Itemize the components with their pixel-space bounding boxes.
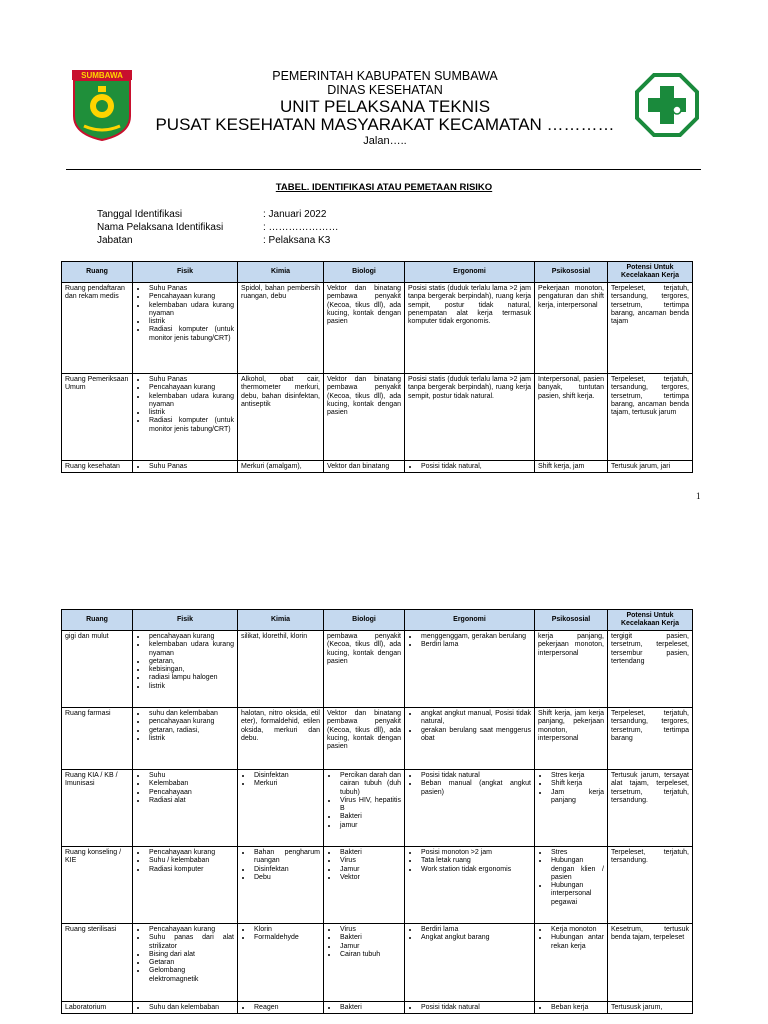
list-item: • Radiasi komputer (untuk monitor jenis tabung/CRT) bbox=[147, 326, 234, 343]
list-item: • pencahayaan kurang bbox=[147, 633, 234, 641]
address: Jalan….. bbox=[363, 134, 407, 147]
list-item: • Posisi monoton >2 jam bbox=[419, 849, 531, 857]
government-name: PEMERINTAH KABUPATEN SUMBAWA bbox=[272, 69, 498, 83]
cell-biologi: Vektor dan binatang pembawa penyakit (Kecoa, tikus dll), ada kucing, kontak dengan pasien bbox=[324, 708, 405, 770]
cell-potensi: Tertusuk jarum, tersayat alat tajam, terpeleset, tersetrum, terjatuh, tersandung. bbox=[608, 770, 693, 847]
cell-biologi: Vektor dan binatang bbox=[324, 461, 405, 473]
list-item: • kebisingan, bbox=[147, 666, 234, 674]
cell-biologi bbox=[324, 847, 405, 924]
list-item: • Beban kerja bbox=[549, 1004, 604, 1012]
cell-kimia bbox=[238, 770, 324, 847]
letterhead-divider bbox=[66, 169, 701, 170]
list-item: • Klorin bbox=[252, 926, 320, 934]
cell-potensi: Tertususk jarum, bbox=[608, 1002, 693, 1014]
col-header-ruang: Ruang bbox=[62, 610, 133, 631]
list-item: • Pencahayaan kurang bbox=[147, 384, 234, 392]
list-item: • Pencahayaan bbox=[147, 789, 234, 797]
list-item: • Radiasi komputer (untuk monitor jenis tabung/CRT) bbox=[147, 417, 234, 434]
table-row bbox=[62, 924, 693, 1002]
cell-psikososial bbox=[535, 770, 608, 847]
cell-psikososial bbox=[535, 1002, 608, 1014]
list-item: • Suhu bbox=[147, 772, 234, 780]
list-item: • Bakteri bbox=[338, 813, 401, 821]
list-item: • Radiasi komputer bbox=[147, 866, 234, 874]
list-item: • Bakteri bbox=[338, 1004, 401, 1012]
col-header-biologi: Biologi bbox=[324, 262, 405, 283]
list-item: • Gelombang elektromagnetik bbox=[147, 967, 234, 984]
list-item: • Shift kerja bbox=[549, 780, 604, 788]
cell-ruang: Ruang farmasi bbox=[62, 708, 133, 770]
cell-fisik bbox=[133, 631, 238, 708]
cell-kimia: halotan, nitro oksida, etil eter), formaldehid, etilen oksida, merkuri dan debu. bbox=[238, 708, 324, 770]
list-item: • jamur bbox=[338, 822, 401, 830]
list-item: • Berdiri lama bbox=[419, 926, 531, 934]
col-header-ruang: Ruang bbox=[62, 262, 133, 283]
list-item: • Stres bbox=[549, 849, 604, 857]
cell-kimia: Spidol, bahan pembersih ruangan, debu bbox=[238, 283, 324, 374]
meta-label: Tanggal Identifikasi bbox=[97, 209, 183, 220]
puskesmas-logo bbox=[634, 72, 700, 138]
table-row bbox=[62, 461, 693, 473]
cell-ruang: Ruang KIA / KB / Imunisasi bbox=[62, 770, 133, 847]
list-item: • Pencahayaan kurang bbox=[147, 926, 234, 934]
cell-kimia bbox=[238, 924, 324, 1002]
cell-potensi: Terpeleset, terjatuh, tersandung, tergores, tersetrum, tertimpa barang, ancaman benda tajam, tertusuk jarum bbox=[608, 374, 693, 461]
list-item: • Suhu Panas bbox=[147, 285, 234, 293]
cell-ergonomi bbox=[405, 461, 535, 473]
meta-value: : Pelaksana K3 bbox=[263, 235, 331, 246]
cell-ergonomi bbox=[405, 1002, 535, 1014]
cell-potensi: Tertusuk jarum, jari bbox=[608, 461, 693, 473]
cell-ergonomi bbox=[405, 770, 535, 847]
cell-fisik bbox=[133, 283, 238, 374]
page-2 bbox=[0, 560, 768, 1024]
table-row bbox=[62, 631, 693, 708]
list-item: • angkat angkut manual, Posisi tidak natural, bbox=[419, 710, 531, 727]
list-item: • Posisi tidak natural bbox=[419, 1004, 531, 1012]
list-item: • Work station tidak ergonomis bbox=[419, 866, 531, 874]
list-item: • Posisi tidak natural bbox=[419, 772, 531, 780]
col-header-kimia: Kimia bbox=[238, 262, 324, 283]
cell-psikososial: Interpersonal, pasien banyak, tuntutan pasien, shift kerja. bbox=[535, 374, 608, 461]
list-item: • listrik bbox=[147, 318, 234, 326]
list-item: • Radiasi alat bbox=[147, 797, 234, 805]
risk-table-page-1 bbox=[61, 261, 693, 473]
list-item: • Jamur bbox=[338, 866, 401, 874]
cell-ergonomi bbox=[405, 631, 535, 708]
list-item: • Formaldehyde bbox=[252, 934, 320, 942]
col-header-psikososial: Psikososial bbox=[535, 262, 608, 283]
list-item: • Bakteri bbox=[338, 849, 401, 857]
col-header-fisik: Fisik bbox=[133, 610, 238, 631]
list-item: • Kelembaban bbox=[147, 780, 234, 788]
cell-biologi: Vektor dan binatang pembawa penyakit (Kecoa, tikus dll), ada kucing, kontak dengan pasien bbox=[324, 283, 405, 374]
cell-ruang: Ruang kesehatan bbox=[62, 461, 133, 473]
cell-potensi: tergigit pasien, tersetrum, terpeleset, tersembur pasien, tertendang bbox=[608, 631, 693, 708]
list-item: • listrik bbox=[147, 409, 234, 417]
list-item: • Suhu dan kelembaban bbox=[147, 1004, 234, 1012]
cell-ruang: Ruang konseling / KIE bbox=[62, 847, 133, 924]
cell-kimia: Merkuri (amalgam), bbox=[238, 461, 324, 473]
agency-name: DINAS KESEHATAN bbox=[327, 82, 443, 97]
cell-ergonomi: Posisi statis (duduk terlalu lama >2 jam tanpa bergerak berpindah), ruang kerja sempit, postur tidak natural. bbox=[405, 374, 535, 461]
list-item: • getaran, bbox=[147, 658, 234, 666]
cell-ergonomi bbox=[405, 708, 535, 770]
list-item: • Getaran bbox=[147, 959, 234, 967]
col-header-potensi: Potensi Untuk Kecelakaan Kerja bbox=[608, 610, 693, 631]
logo-text: SUMBAWA bbox=[81, 71, 123, 80]
meta-row bbox=[97, 221, 339, 234]
cell-potensi: Kesetrum, tertusuk benda tajam, terpeleset bbox=[608, 924, 693, 1002]
list-item: • radiasi lampu halogen bbox=[147, 674, 234, 682]
list-item: • Stres kerja bbox=[549, 772, 604, 780]
cell-ergonomi bbox=[405, 924, 535, 1002]
list-item: • Suhu Panas bbox=[147, 463, 234, 471]
cell-fisik bbox=[133, 924, 238, 1002]
table-row bbox=[62, 1002, 693, 1014]
list-item: • Posisi tidak natural, bbox=[419, 463, 531, 471]
list-item: • Disinfektan bbox=[252, 772, 320, 780]
list-item: • Disinfektan bbox=[252, 866, 320, 874]
table-row bbox=[62, 708, 693, 770]
table-row bbox=[62, 770, 693, 847]
col-header-potensi: Potensi Untuk Kecelakaan Kerja bbox=[608, 262, 693, 283]
unit-name: UNIT PELAKSANA TEKNIS bbox=[279, 96, 491, 116]
list-item: • pencahayaan kurang bbox=[147, 718, 234, 726]
list-item: • kelembaban udara kurang nyaman bbox=[147, 393, 234, 410]
list-item: • Reagen bbox=[252, 1004, 320, 1012]
list-item: • Angkat angkut barang bbox=[419, 934, 531, 942]
list-item: • Pencahayaan kurang bbox=[147, 849, 234, 857]
page-gap bbox=[0, 520, 768, 560]
col-header-ergonomi: Ergonomi bbox=[405, 610, 535, 631]
cell-psikososial: Pekerjaan monoton, pengaturan dan shift kerja, interpersonal bbox=[535, 283, 608, 374]
cell-ruang: Laboratorium bbox=[62, 1002, 133, 1014]
table-row bbox=[62, 374, 693, 461]
col-header-ergonomi: Ergonomi bbox=[405, 262, 535, 283]
list-item: • menggenggam, gerakan berulang bbox=[419, 633, 531, 641]
cell-psikososial bbox=[535, 847, 608, 924]
list-item: • Merkuri bbox=[252, 780, 320, 788]
list-item: • Virus HIV, hepatitis B bbox=[338, 797, 401, 814]
list-item: • Tata letak ruang bbox=[419, 857, 531, 865]
cell-fisik bbox=[133, 708, 238, 770]
list-item: • Vektor bbox=[338, 874, 401, 882]
list-item: • Debu bbox=[252, 874, 320, 882]
col-header-kimia: Kimia bbox=[238, 610, 324, 631]
cell-ergonomi bbox=[405, 847, 535, 924]
identification-meta bbox=[97, 208, 339, 247]
letterhead bbox=[150, 70, 620, 147]
list-item: • Kerja monoton bbox=[549, 926, 604, 934]
cell-ruang: Ruang sterilisasi bbox=[62, 924, 133, 1002]
list-item: • gerakan berulang saat menggerus obat bbox=[419, 727, 531, 744]
list-item: • Bahan pengharum ruangan bbox=[252, 849, 320, 866]
cell-fisik bbox=[133, 461, 238, 473]
list-item: • listrik bbox=[147, 735, 234, 743]
col-header-biologi: Biologi bbox=[324, 610, 405, 631]
cell-biologi: pembawa penyakit (Kecoa, tikus dll), ada kucing, kontak dengan pasien bbox=[324, 631, 405, 708]
cell-fisik bbox=[133, 847, 238, 924]
list-item: • Percikan darah dan cairan tubuh (duh tubuh) bbox=[338, 772, 401, 797]
list-item: • Hubungan dengan klien / pasien bbox=[549, 857, 604, 882]
table-header-row bbox=[62, 262, 693, 283]
meta-value: : Januari 2022 bbox=[263, 209, 327, 220]
list-item: • Cairan tubuh bbox=[338, 951, 401, 959]
cell-potensi: Terpeleset, terjatuh, tersandung. bbox=[608, 847, 693, 924]
meta-value: : ………………… bbox=[263, 222, 339, 233]
cell-ruang: Ruang pendaftaran dan rekam medis bbox=[62, 283, 133, 374]
cell-kimia: silikat, klorethil, klorin bbox=[238, 631, 324, 708]
cell-fisik bbox=[133, 374, 238, 461]
col-header-psikososial: Psikososial bbox=[535, 610, 608, 631]
cell-kimia: Alkohol, obat cair, thermometer merkuri, debu, bahan disinfektan, antiseptik bbox=[238, 374, 324, 461]
sumbawa-regency-logo bbox=[70, 68, 134, 142]
meta-label: Nama Pelaksana Identifikasi bbox=[97, 222, 224, 233]
table-row bbox=[62, 847, 693, 924]
list-item: • Suhu / kelembaban bbox=[147, 857, 234, 865]
cell-ergonomi: Posisi statis (duduk terlalu lama >2 jam tanpa bergerak berpindah), ruang kerja sempit, postur tidak natural, penempatan alat kerja termasuk komputer tidak ergonomis. bbox=[405, 283, 535, 374]
cell-psikososial: kerja panjang, pekerjaan monoton, interpersonal bbox=[535, 631, 608, 708]
table-row bbox=[62, 283, 693, 374]
risk-table-page-2 bbox=[61, 609, 693, 1014]
list-item: • Virus bbox=[338, 926, 401, 934]
document-title: TABEL. IDENTIFIKASI ATAU PEMETAAN RISIKO bbox=[275, 182, 493, 193]
meta-row bbox=[97, 234, 339, 247]
list-item: • Bakteri bbox=[338, 934, 401, 942]
list-item: • Jam kerja panjang bbox=[549, 789, 604, 806]
cell-potensi: Terpeleset, terjatuh, tersandung, tergores, tersetrum, tertimpa barang, ancaman benda tajam bbox=[608, 283, 693, 374]
list-item: • Beban manual (angkat angkut pasien) bbox=[419, 780, 531, 797]
list-item: • Jamur bbox=[338, 943, 401, 951]
puskesmas-name: PUSAT KESEHATAN MASYARAKAT KECAMATAN ………… bbox=[155, 115, 615, 135]
col-header-fisik: Fisik bbox=[133, 262, 238, 283]
cell-biologi: Vektor dan binatang pembawa penyakit (Kecoa, tikus dll), ada kucing, kontak dengan pasien bbox=[324, 374, 405, 461]
cell-psikososial: Shift kerja, jam kerja panjang, pekerjaan monoton, interpersonal bbox=[535, 708, 608, 770]
list-item: • listrik bbox=[147, 683, 234, 691]
list-item: • Bising dari alat bbox=[147, 951, 234, 959]
list-item: • kelembaban udara kurang nyaman bbox=[147, 302, 234, 319]
cell-psikososial bbox=[535, 924, 608, 1002]
list-item: • Pencahayaan kurang bbox=[147, 293, 234, 301]
list-item: • Hubungan antar rekan kerja bbox=[549, 934, 604, 951]
list-item: • getaran, radiasi, bbox=[147, 727, 234, 735]
cell-psikososial: Shift kerja, jam bbox=[535, 461, 608, 473]
cell-kimia bbox=[238, 1002, 324, 1014]
meta-label: Jabatan bbox=[97, 235, 133, 246]
list-item: • Suhu Panas bbox=[147, 376, 234, 384]
list-item: • Suhu panas dari alat strilizator bbox=[147, 934, 234, 951]
cell-kimia bbox=[238, 847, 324, 924]
list-item: • Virus bbox=[338, 857, 401, 865]
meta-row bbox=[97, 208, 339, 221]
list-item: • Hubungan interpersonal pegawai bbox=[549, 882, 604, 907]
cell-biologi bbox=[324, 770, 405, 847]
cell-fisik bbox=[133, 1002, 238, 1014]
cell-biologi bbox=[324, 1002, 405, 1014]
cell-potensi: Terpeleset, terjatuh, tersandung, tergores, tersetrum, tertimpa barang bbox=[608, 708, 693, 770]
cell-biologi bbox=[324, 924, 405, 1002]
cell-fisik bbox=[133, 770, 238, 847]
cell-ruang: Ruang Pemeriksaan Umum bbox=[62, 374, 133, 461]
list-item: • kelembaban udara kurang nyaman bbox=[147, 641, 234, 658]
cell-ruang: gigi dan mulut bbox=[62, 631, 133, 708]
list-item: • suhu dan kelembaban bbox=[147, 710, 234, 718]
list-item: • Berdiri lama bbox=[419, 641, 531, 649]
table-header-row bbox=[62, 610, 693, 631]
page-number: 1 bbox=[696, 491, 701, 501]
